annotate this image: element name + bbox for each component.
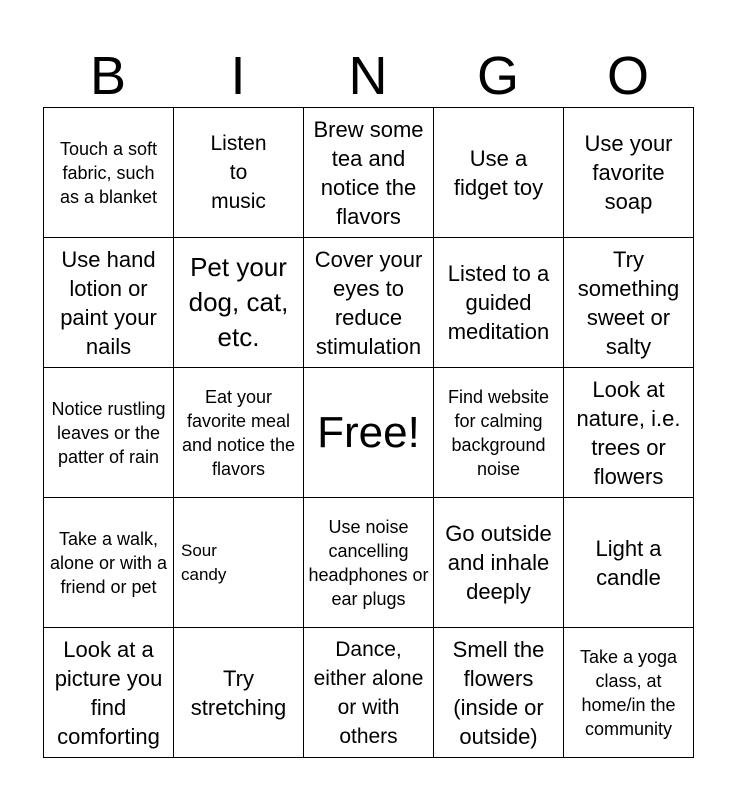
bingo-cell [434, 498, 564, 628]
header-letter-o: O [606, 46, 649, 106]
bingo-cell [44, 628, 174, 758]
cell-text: Listen to music [210, 132, 267, 213]
grid-row [44, 628, 694, 758]
bingo-cell [44, 498, 174, 628]
bingo-cell [174, 628, 304, 758]
cell-text: Look at nature, i.e. trees or flowers [576, 376, 681, 489]
bingo-cell [434, 108, 564, 238]
cell-text: Use your favorite soap [584, 131, 673, 214]
cell-text: Touch a soft fabric, such as a blanket [59, 138, 158, 207]
cell-text: Look at a picture you find comforting [54, 636, 163, 749]
cell-text: Free! [317, 407, 420, 457]
bingo-cell [434, 368, 564, 498]
bingo-cell [434, 238, 564, 368]
bingo-cell [44, 368, 174, 498]
bingo-cell [304, 498, 434, 628]
bingo-cell [564, 498, 694, 628]
bingo-cell [174, 368, 304, 498]
grid-row [44, 368, 694, 498]
grid-row [44, 498, 694, 628]
bingo-cell [174, 238, 304, 368]
bingo-cell [174, 108, 304, 238]
cell-text: Try stretching [190, 665, 287, 720]
bingo-cell [174, 498, 304, 628]
bingo-cell [304, 238, 434, 368]
bingo-cell [44, 108, 174, 238]
header-letter-n: N [348, 46, 388, 106]
cell-text: Smell the flowers (inside or outside) [452, 636, 545, 749]
bingo-cell [564, 628, 694, 758]
bingo-cell [304, 628, 434, 758]
cell-text: Dance, either alone or with others [313, 637, 424, 748]
cell-text: Brew some tea and notice the flavors [313, 116, 424, 229]
grid-row [44, 238, 694, 368]
cell-text: Find website for calming background noise [447, 386, 550, 479]
cell-text: Use noise cancelling headphones or ear plugs [308, 516, 429, 609]
bingo-cell [304, 368, 434, 498]
cell-text: Pet your dog, cat, etc. [188, 252, 289, 352]
header-letter-b: B [89, 46, 127, 106]
grid-row [44, 108, 694, 238]
cell-text: Listed to a guided meditation [447, 261, 550, 344]
bingo-cell [564, 368, 694, 498]
cell-text: Light a candle [595, 535, 662, 590]
bingo-grid [43, 107, 694, 758]
bingo-cell [304, 108, 434, 238]
bingo-header [43, 44, 693, 108]
cell-text: Eat your favorite meal and notice the flavors [181, 386, 296, 479]
cell-text: Notice rustling leaves or the patter of rain [51, 398, 166, 467]
cell-text: Use a fidget toy [453, 145, 544, 200]
bingo-cell [564, 238, 694, 368]
header-letter-g: G [476, 46, 519, 106]
cell-text: Take a yoga class, at home/in the community [579, 646, 678, 739]
bingo-cell [44, 238, 174, 368]
bingo-cell [434, 628, 564, 758]
bingo-cell [564, 108, 694, 238]
cell-text: Sour candy [181, 540, 227, 584]
cell-text: Cover your eyes to reduce stimulation [314, 246, 423, 359]
cell-text: Try something sweet or salty [577, 246, 680, 359]
header-letter-i: I [230, 46, 246, 106]
cell-text: Go outside and inhale deeply [445, 521, 552, 604]
cell-text: Take a walk, alone or with a friend or pet [49, 528, 168, 597]
cell-text: Use hand lotion or paint your nails [60, 246, 157, 359]
